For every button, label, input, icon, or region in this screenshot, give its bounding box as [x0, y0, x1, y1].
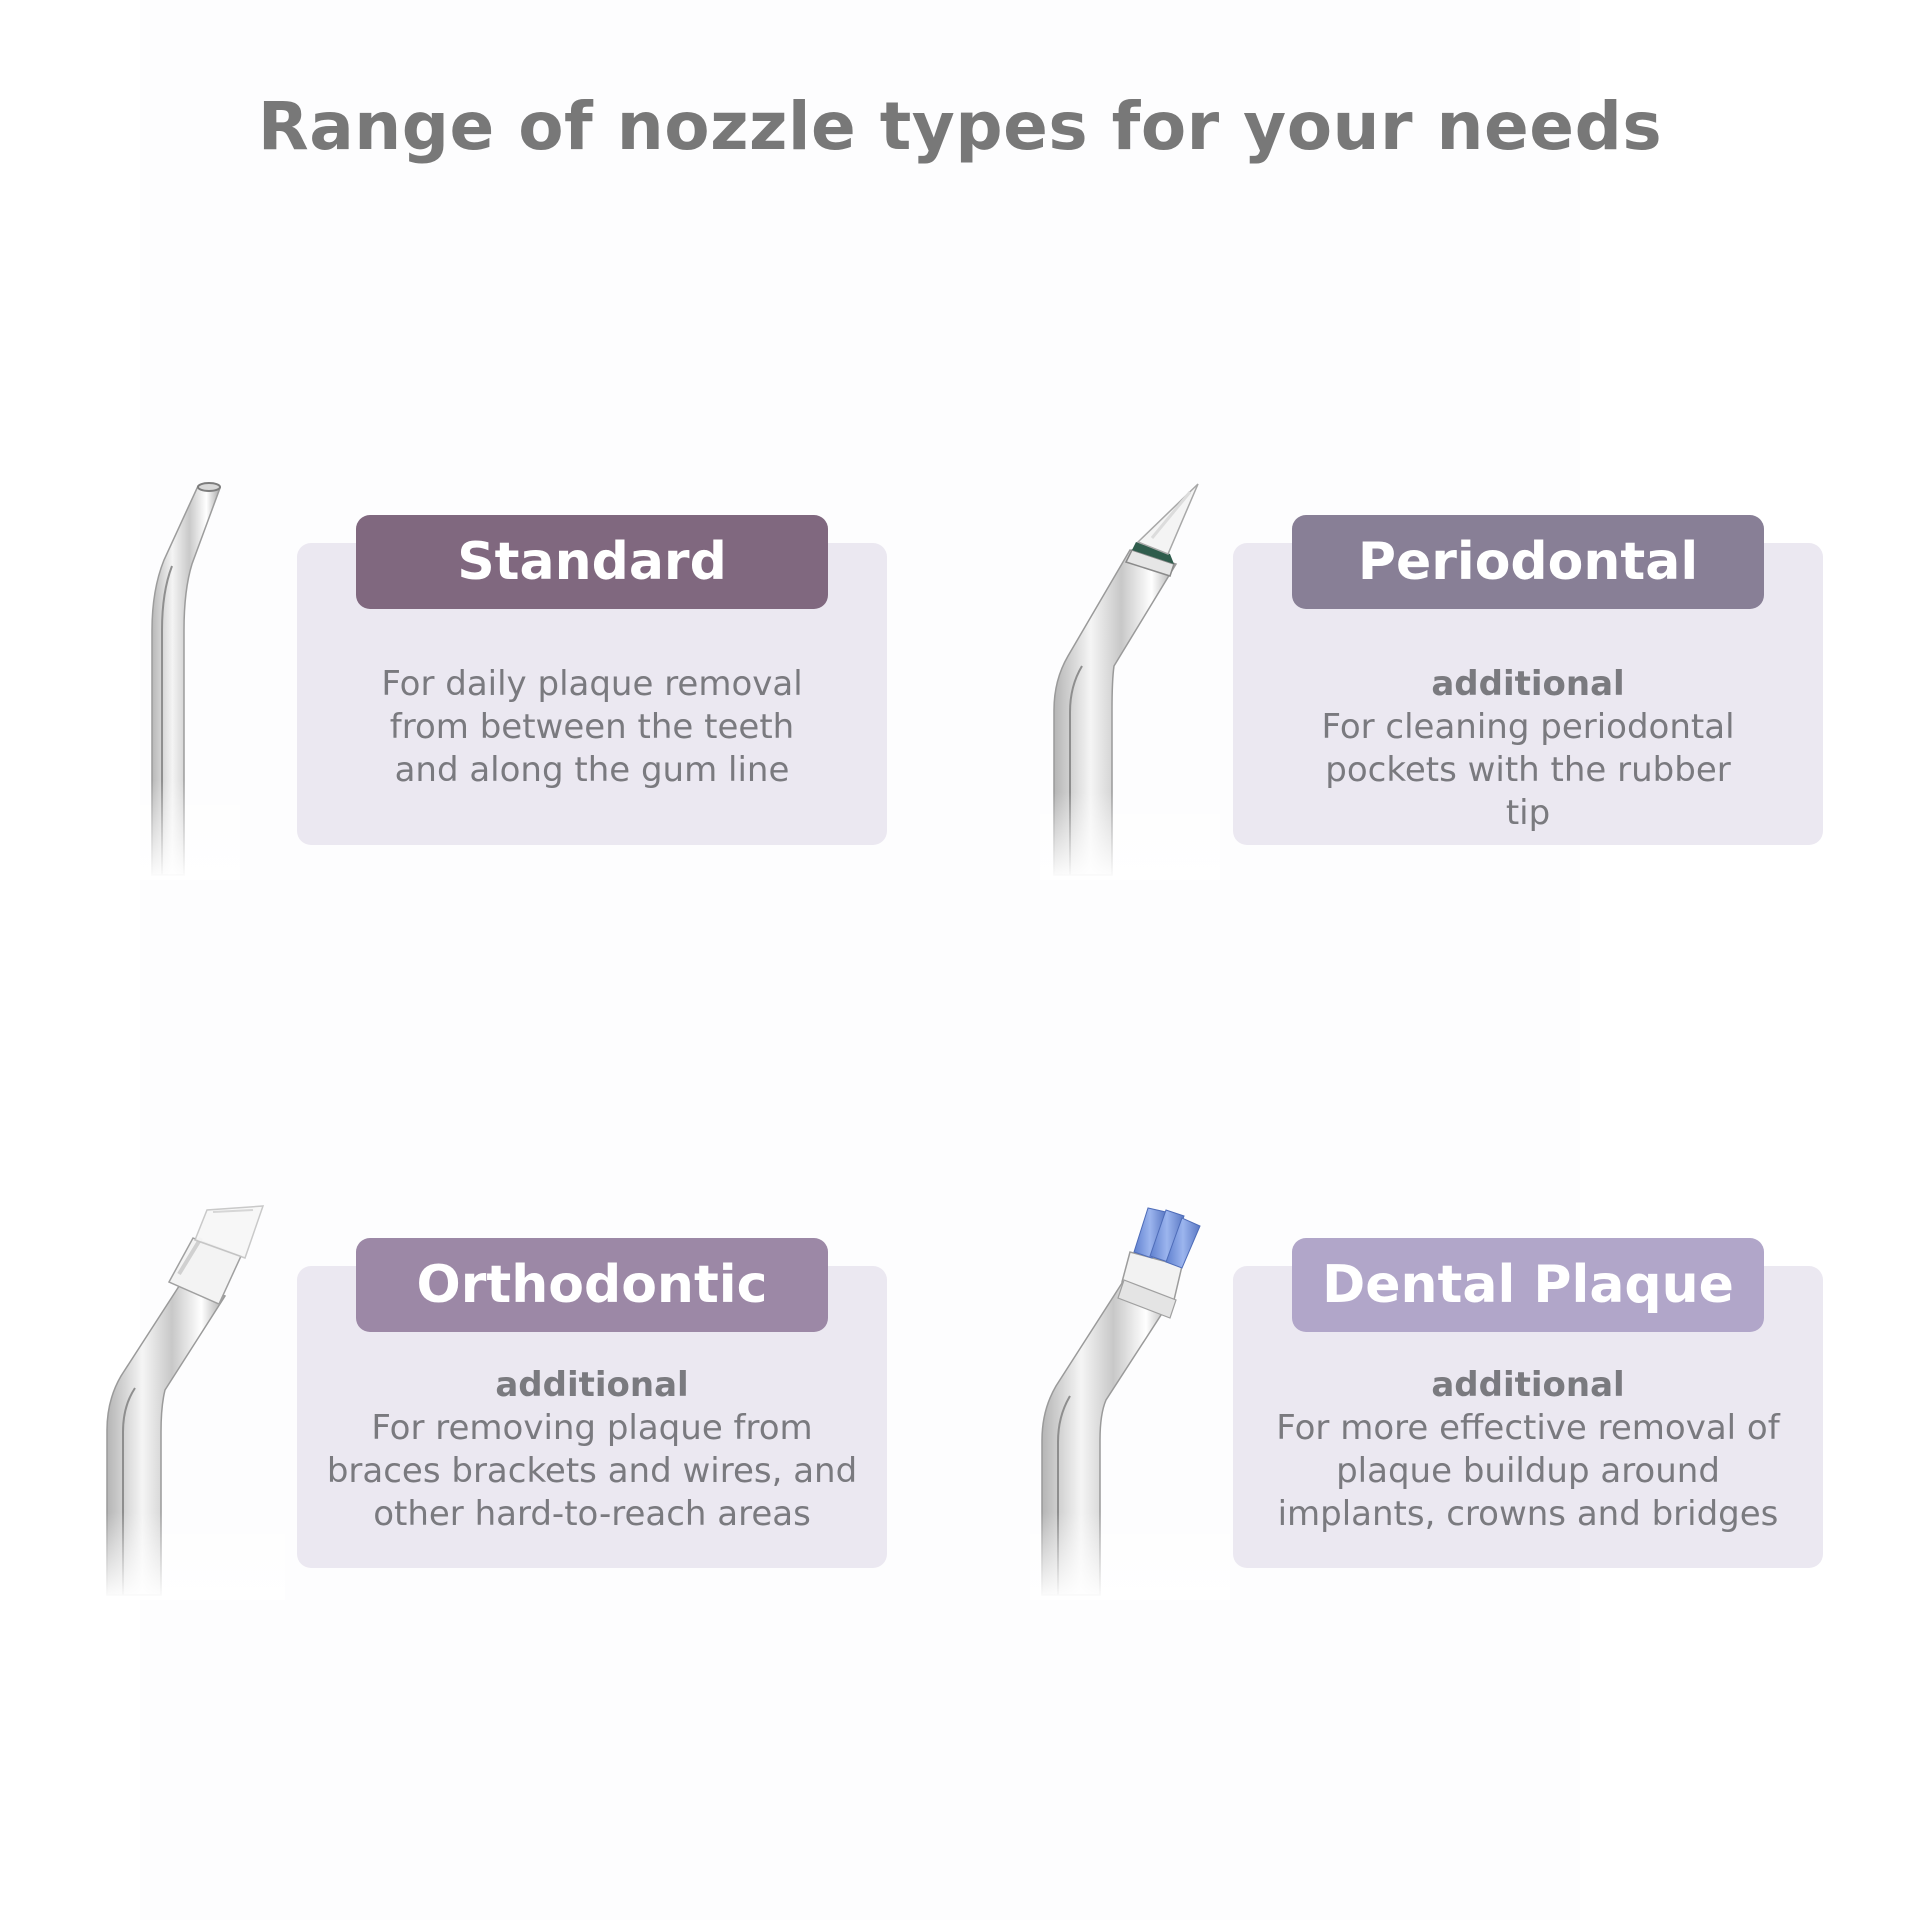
nozzle-badge-dental-plaque: Dental Plaque: [1292, 1238, 1764, 1332]
nozzle-description: [1233, 663, 1823, 835]
nozzle-description-text: For more effective removal of plaque buildup around implants, crowns and bridges: [1276, 1408, 1780, 1534]
nozzle-subtitle: additional: [1431, 1365, 1625, 1405]
background-panel: [140, 0, 1580, 1920]
nozzle-description-text: For cleaning periodontal pockets with the rubber tip: [1321, 707, 1735, 833]
nozzle-badge-standard: Standard: [356, 515, 828, 609]
straight-nozzle-icon: [140, 480, 240, 880]
nozzle-subtitle: additional: [495, 1365, 689, 1405]
nozzle-badge-periodontal: Periodontal: [1292, 515, 1764, 609]
nozzle-description-text: For removing plaque from braces brackets and wires, and other hard-to-reach areas: [326, 1408, 858, 1534]
orthodontic-tuft-nozzle-icon: [95, 1200, 285, 1600]
nozzle-description: [297, 663, 887, 792]
page-title: Range of nozzle types for your needs: [257, 88, 1663, 165]
nozzle-description: [297, 1364, 887, 1536]
nozzle-badge-orthodontic: Orthodontic: [356, 1238, 828, 1332]
brush-nozzle-icon: [1030, 1200, 1230, 1600]
nozzle-subtitle: additional: [1431, 664, 1625, 704]
nozzle-description: [1233, 1364, 1823, 1536]
nozzle-description-text: For daily plaque removal from between the teeth and along the gum line: [381, 664, 803, 790]
rubber-tip-nozzle-icon: [1040, 480, 1220, 880]
